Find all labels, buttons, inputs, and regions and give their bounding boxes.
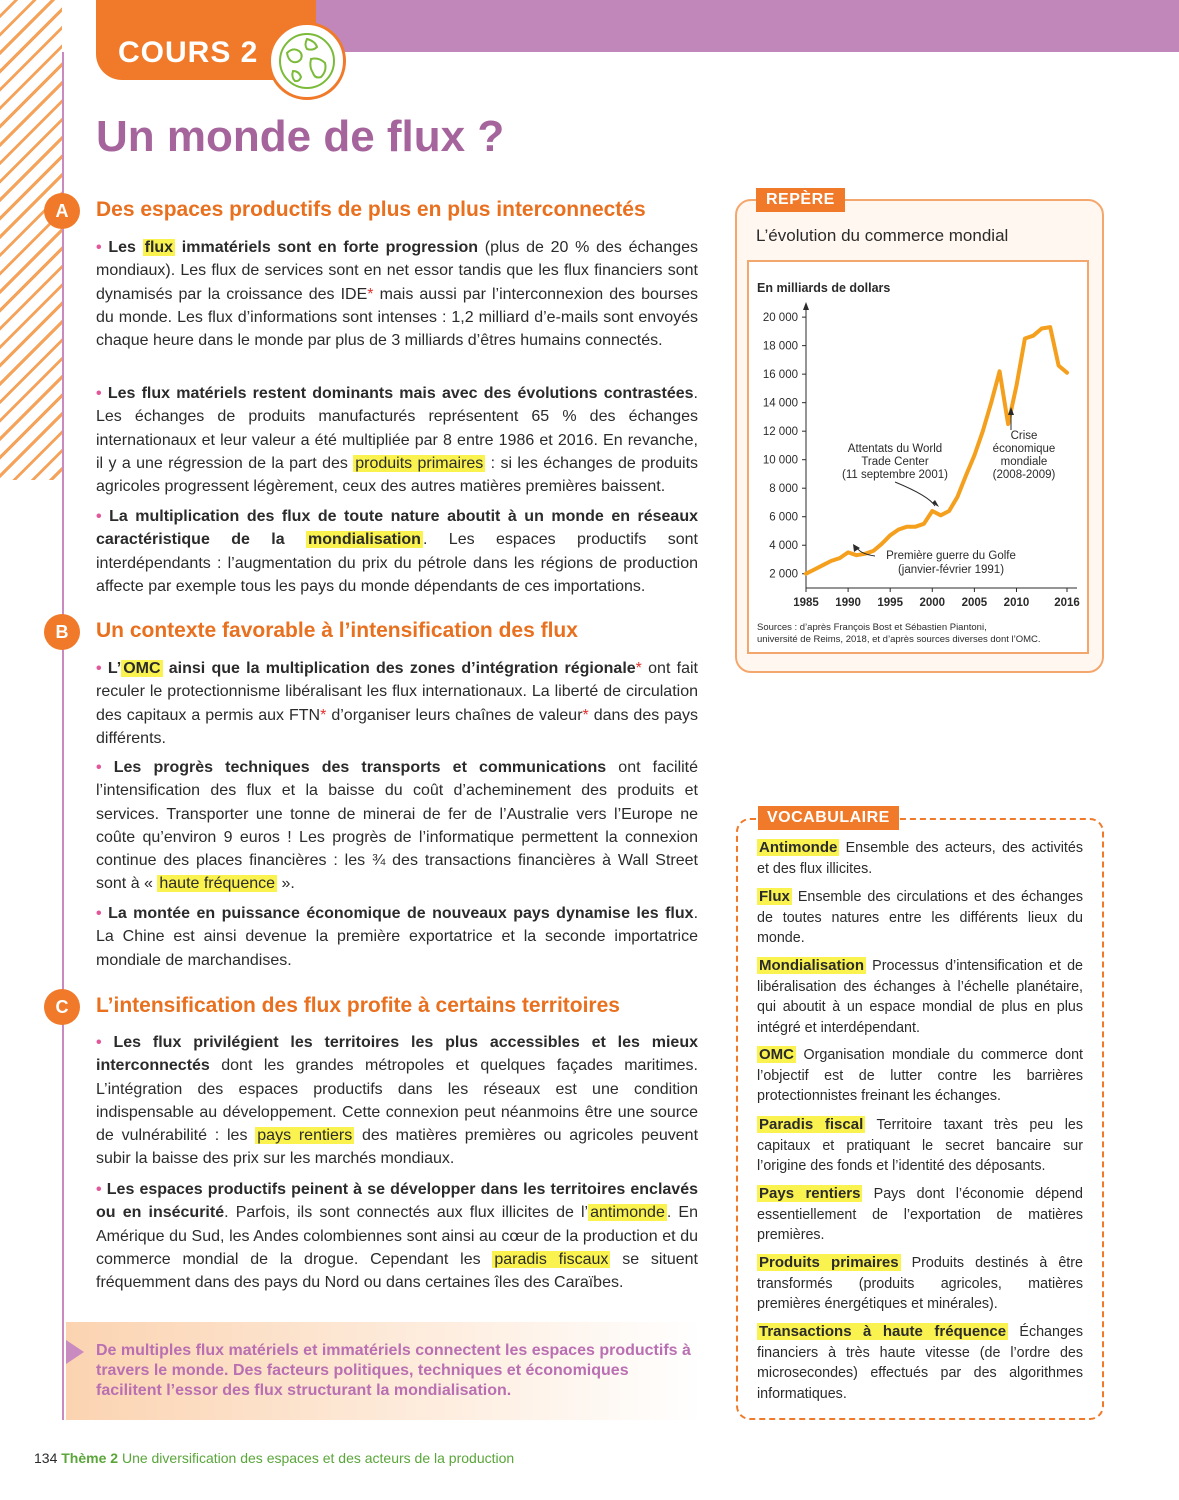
page-footer [34, 1450, 514, 1466]
vocab-term: Paradis fiscal [759, 1116, 864, 1133]
vocab-entry-transactions-haute-frequence: Transactions à haute fréquence Échanges financiers à très haute vitesse (de l’ordre des microsecondes) effectués par des algorithmes informatiques. [757, 1323, 1083, 1402]
svg-text:Attentats du World: Attentats du World [847, 443, 943, 455]
section-c-paragraph-1: • Les flux privilégient les territoires les plus accessibles et les mieux interconnectés dont les grandes métropoles et quelques façades maritimes. L’intégration des espaces productifs dans les réseaux est une condition indispensable au développement. Cette connexion peut néanmoins être une source de vulnérabilité : les pays rentiers des matières premières ou agricoles peuvent subir la baisse des prix sur les marchés mondiaux. [96, 1034, 699, 1168]
section-a-paragraph-2: • Les flux matériels restent dominants mais avec des évolutions contrastées. Les échanges de produits manufacturés représentent 65 % des échanges internationaux et leur valeur a été multipliée par 8 entre 1986 et 2016. En revanche, il y a une régression de la part des produits primaires : si les échanges de produits agricoles progressent légèrement, ceux des autres matières premières baissent. [96, 385, 699, 496]
repere-subtitle: L’évolution du commerce mondial [756, 226, 1009, 245]
summary-arrow-icon [66, 1340, 84, 1364]
top-band [300, 0, 1179, 52]
section-b-title: Un contexte favorable à l’intensification des flux [96, 619, 578, 642]
highlight-term: produits primaires [355, 454, 484, 472]
vocab-entry-produits-primaires: Produits primaires Produits destinés à être transformés (produits agricoles, matières premières énergétiques et minérales). [757, 1254, 1083, 1312]
svg-text:(11 septembre 2001): (11 septembre 2001) [842, 469, 948, 481]
left-margin-rule [62, 52, 64, 1420]
bullet: • [96, 508, 102, 525]
bullet: • [96, 759, 102, 776]
y-tick-label: 12 000 [762, 426, 798, 439]
vocab-entry-flux: Flux Ensemble des circulations et des échanges de toutes natures entre les différents lieux du monde. [757, 888, 1083, 946]
cours-label: COURS 2 [118, 36, 259, 69]
section-c-title: L’intensification des flux profite à certains territoires [96, 994, 620, 1017]
y-tick-label: 16 000 [762, 369, 798, 382]
vocab-term: Transactions à haute fréquence [759, 1323, 1007, 1340]
y-tick-label: 4 000 [769, 540, 798, 553]
vocab-term: OMC [759, 1046, 794, 1063]
globe-icon [268, 22, 346, 100]
repere-tab: REPÈRE [756, 188, 845, 212]
bullet: • [96, 239, 102, 256]
y-axis-arrow [803, 302, 809, 310]
x-tick-label: 2005 [961, 597, 988, 609]
bullet: • [96, 660, 102, 677]
svg-text:(janvier-février 1991): (janvier-février 1991) [897, 564, 1005, 576]
y-tick-label: 10 000 [762, 454, 798, 467]
bullet: • [96, 905, 102, 922]
vocab-entry-paradis-fiscal: Paradis fiscal Territoire taxant très peu les capitaux et pratiquant le secret bancaire sur l’origine des fonds et l’identité des déposants. [757, 1116, 1083, 1174]
annotation-crise [993, 407, 1056, 481]
x-tick-label: 1985 [793, 597, 819, 609]
x-tick-label: 2016 [1054, 597, 1080, 609]
highlight-term: antimonde [590, 1204, 665, 1222]
vocab-term: Mondialisation [759, 957, 864, 974]
section-b-paragraph-1: • L’ OMC ainsi que la multiplication des zones d’intégration régionale* ont fait reculer le protectionnisme libéralisant les flux internationaux. La liberté de circulation des capitaux a permis aux FTN* d’organiser leurs chaînes de valeur* dans des pays différents. [96, 660, 699, 747]
vocab-term: Pays rentiers [759, 1185, 861, 1202]
y-tick-label: 8 000 [769, 483, 798, 496]
vocab-entry-antimonde: Antimonde Ensemble des acteurs, des activités et des flux illicites. [757, 839, 1083, 877]
decorative-stripes [0, 0, 62, 480]
highlight-term: haute fréquence [159, 875, 276, 893]
chart-source-line-2: université de Reims, 2018, et d’après sources diverses dont l’OMC. [757, 634, 1041, 645]
section-b-paragraph-3: • La montée en puissance économique de nouveaux pays dynamise les flux. La Chine est ainsi devenue la première exportatrice et la seconde importatrice mondiale de marchandises. [96, 905, 699, 969]
page-number: 134 [34, 1450, 58, 1466]
chart-source-line-1: Sources : d’après François Bost et Sébastien Piantoni, [757, 622, 987, 633]
vocab-term: Flux [759, 888, 790, 905]
highlight-term: mondialisation [308, 531, 421, 549]
svg-text:Première guerre du Golfe: Première guerre du Golfe [886, 550, 1016, 562]
x-tick-label: 1995 [877, 597, 903, 609]
vocabulaire-tab: VOCABULAIRE [758, 806, 899, 830]
summary-text: De multiples flux matériels et immatériels connectent les espaces productifs à travers le monde. Des facteurs politiques, techniques et économiques facilitent l’essor des flux structurant la mondialisation. [96, 1342, 691, 1399]
page-title: Un monde de flux ? [96, 112, 505, 161]
footer-theme: Thème 2 [61, 1450, 119, 1466]
footer-title: Une diversification des espaces et des acteurs de la production [121, 1450, 515, 1466]
vocab-entry-pays-rentiers: Pays rentiers Pays dont l’économie dépend essentiellement de l’exportation de matières premières. [757, 1185, 1083, 1243]
highlight-term: OMC [123, 660, 161, 677]
vocab-entry-omc: OMC Organisation mondiale du commerce dont l’objectif est de lutter contre les barrières protectionnistes freinant les échanges. [757, 1046, 1083, 1104]
section-b-badge: B [44, 614, 80, 650]
section-a-paragraph-3: • La multiplication des flux de toute nature aboutit à un monde en réseaux caractéristique de la mondialisation . Les espaces productifs sont interdépendants : l’augmentation du prix du pétrole dans les régions de production affecte par exemple tous les pays du monde dépendants de ces importations. [96, 508, 698, 595]
section-b-paragraph-2: • Les progrès techniques des transports et communications ont facilité l’intensification des flux et la baisse du coût d’acheminement des produits et services. Transporter une tonne de minerai de fer de l’Australie vers l’Europe ne coûte qu’environ 9 euros ! Les progrès de l’informatique permettent la connexion continue des places financières : les ¾ des transactions financières à Wall Street sont à « haute fréquence ». [96, 759, 699, 893]
svg-text:Trade Center: Trade Center [861, 456, 929, 468]
svg-text:mondiale: mondiale [1000, 456, 1048, 468]
bullet: • [96, 1181, 102, 1198]
x-tick-label: 1990 [835, 597, 861, 609]
y-tick-label: 14 000 [762, 397, 798, 410]
chart-frame [747, 260, 1089, 654]
vocab-term: Produits primaires [759, 1254, 899, 1271]
x-tick-label: 2000 [919, 597, 946, 609]
section-c-paragraph-2: • Les espaces productifs peinent à se développer dans les territoires enclavés ou en insécurité. Parfois, ils sont connectés aux flux illicites de l’ antimonde . En Amérique du Sud, les Andes colombiennes sont ainsi au cœur de la production et du commerce mondial de la drogue. Cependant les paradis fiscaux se situent fréquemment dans des pays du Nord ou dans certaines îles des Caraïbes. [96, 1181, 699, 1292]
x-tick-label: 2010 [1003, 597, 1030, 609]
section-a-paragraph-1: • Les flux immatériels sont en forte progression (plus de 20 % des échanges mondiaux). Les flux de services sont en net essor tandis que les flux financiers sont dynamisés par la croissance des IDE* mais aussi par l’interconnexion des bourses du monde. Les flux d’informations sont intenses : 1,2 milliard d’e-mails sont envoyés chaque heure dans le monde par plus de 3 milliards d’êtres humains connectés. [96, 239, 699, 350]
annotation-wtc [842, 443, 948, 507]
vocab-entry-mondialisation: Mondialisation Processus d’intensification et de libéralisation des échanges à l’échelle planétaire, qui aboutit à un espace mondial de plus en plus intégré et interdépendant. [757, 957, 1083, 1036]
section-c-badge: C [44, 989, 80, 1025]
y-tick-label: 18 000 [762, 340, 798, 353]
vocab-term: Antimonde [759, 839, 838, 856]
svg-text:économique: économique [992, 443, 1056, 455]
highlight-term: flux [144, 239, 174, 256]
y-tick-label: 6 000 [769, 511, 798, 524]
bullet: • [96, 385, 102, 402]
section-a-title: Des espaces productifs de plus en plus interconnectés [96, 198, 646, 221]
trade-chart [749, 262, 1087, 652]
y-tick-label: 2 000 [769, 568, 798, 581]
highlight-term: pays rentiers [257, 1127, 353, 1145]
section-a-badge: A [44, 193, 80, 229]
y-tick-label: 20 000 [762, 312, 798, 325]
bullet: • [96, 1034, 102, 1051]
svg-text:(2008-2009): (2008-2009) [992, 469, 1056, 481]
y-axis-label: En milliards de dollars [757, 281, 891, 295]
svg-text:Crise: Crise [1010, 430, 1038, 442]
highlight-term: paradis fiscaux [494, 1250, 609, 1268]
